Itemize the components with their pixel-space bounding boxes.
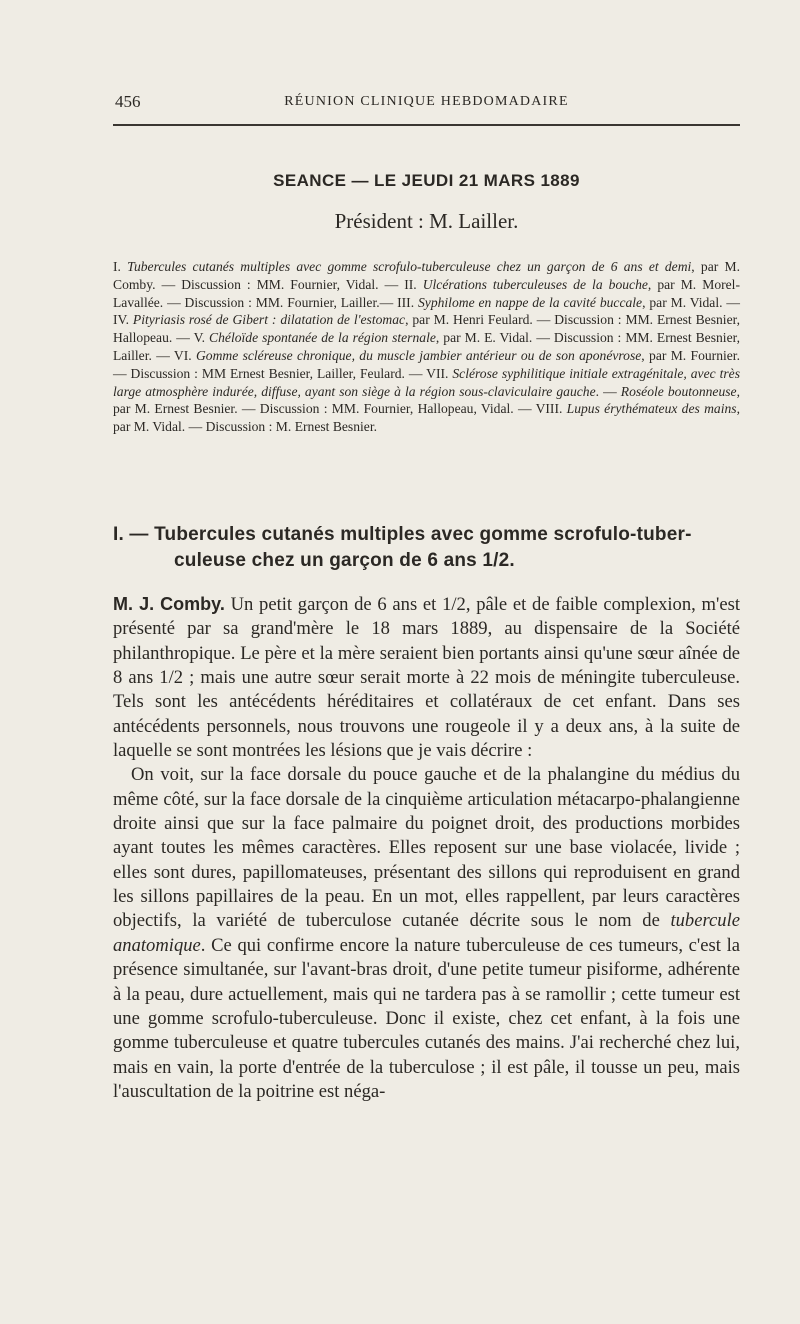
session-summary [113, 258, 740, 436]
summary-segment: I. [113, 259, 128, 274]
president-name: M. Lailler. [429, 209, 519, 233]
header-rule [113, 124, 740, 126]
running-title: RÉUNION CLINIQUE HEBDOMADAIRE [284, 94, 569, 109]
author-name: M. J. Comby. [113, 594, 225, 614]
paragraph-text: . Ce qui confirme encore la nature tuberculeuse de ces tumeurs, c'est la présence simultanée, sur l'avant-bras droit, d'une petite tumeur pisiforme, adhérente à la peau, dure actuellement, mais qui ne tardera pas à se ramollir ; cette tumeur est une gomme scrofulo-tuberculeuse. Donc il existe, chez cet enfant, à la fois une gomme tuberculeuse et quatre tubercules cutanés des mains. J'ai recherché chez lui, mais en vain, la porte d'entrée de la tuberculose ; il est pâle, il tousse un peu, mais l'auscultation de la poitrine est néga- [113, 934, 740, 1102]
summary-segment: Syphilome en nappe de la cavité buccale [417, 294, 643, 310]
running-header [113, 92, 740, 116]
summary-segment: , par M. Fournier. — Discussion : MM Ernest Besnier, Lailler, Feulard. — VII. [113, 347, 740, 381]
summary-segment: Chéloïde spontanée de la région sternale [209, 330, 436, 346]
summary-segment: . — [595, 383, 621, 399]
summary-segment: , par M. Comby. — Discussion : MM. Fournier, Vidal. — II. [113, 259, 740, 292]
paragraph-text: Un petit garçon de 6 ans et 1/2, pâle et de faible complexion, m'est présenté par sa grand'mère le 18 mars 1889, au dispensaire de la Société philanthropique. Le père et la mère seraient bien portants ainsi qu'une sœur aînée de 8 ans 1/2 ; mais une autre sœur serait morte à 22 mois de méningite tuberculeuse. Tels sont les antécédents héréditaires et collatéraux de cet enfant. Dans ses antécédents personnels, nous trouvons une rougeole il y a deux ans, à la suite de laquelle se sont montrées les lésions que je vais décrire : [113, 594, 740, 762]
paragraph [113, 763, 740, 1104]
summary-segment: , par M. E. Vidal. — Discussion : MM. Ernest Besnier, Lailler. — VI. [113, 330, 740, 363]
article-body [113, 592, 740, 1104]
summary-segment: Lupus érythémateux des mains [566, 401, 737, 417]
paragraph [113, 592, 740, 763]
president-label: Président : [334, 209, 424, 233]
page-number: 456 [115, 92, 141, 111]
summary-segment: Tubercules cutanés multiples avec gomme scrofulo-tuberculeuse chez un garçon de 6 ans et demi [127, 259, 692, 274]
summary-segment: Roséole boutonneuse [620, 383, 737, 399]
emphasis-term: tubercule anatomique [113, 910, 740, 956]
summary-segment: Sclérose syphilitique initiale extragénitale, avec très large atmosphère indurée, diffuse, ayant son siège à la région sous-claviculaire gauche [113, 365, 740, 399]
summary-segment: Pityriasis rosé de Gibert : dilatation de l'estomac [132, 312, 406, 328]
section-title [113, 522, 740, 574]
summary-segment: , par M. Vidal. — Discussion : M. Ernest Besnier. [113, 401, 740, 435]
summary-segment: , par M. Ernest Besnier. — Discussion : MM. Fournier, Hallopeau, Vidal. — VIII. [113, 383, 740, 417]
section-title-line2: culeuse chez un garçon de 6 ans 1/2. [174, 550, 515, 571]
president-line [113, 209, 740, 234]
seance-heading: SEANCE — LE JEUDI 21 MARS 1889 [273, 171, 580, 190]
paragraph-text: On voit, sur la face dorsale du pouce gauche et de la phalangine du médius du même côté, sur la face dorsale de la cinquième articulation métacarpo-phalangienne droite ainsi que sur la face palmaire du poignet droit, des productions morbides ayant toutes les mêmes caractères. Elles reposent sur une base violacée, livide ; elles sont dures, papillomateuses, présentant des sillons qui reproduisent en grand les sillons papillaires de la peau. En un mot, elles rappellent, par leurs caractères objectifs, la variété de tuberculose cutanée décrite sous le nom de [113, 764, 740, 932]
summary-segment: Ulcérations tuberculeuses de la bouche [422, 276, 648, 292]
summary-segment: , par M. Henri Feulard. — Discussion : MM. Ernest Besnier, Hallopeau. — V. [113, 312, 740, 346]
summary-segment: Gomme scléreuse chronique, du muscle jambier antérieur ou de son aponévrose [195, 347, 642, 363]
section-title-line1: I. — Tubercules cutanés multiples avec gomme scrofulo-tuber- [113, 524, 692, 545]
summary-segment: , par M. Vidal. — IV. [113, 294, 740, 328]
summary-segment: , par M. Morel-Lavallée. — Discussion : MM. Fournier, Lailler.— III. [113, 276, 740, 310]
